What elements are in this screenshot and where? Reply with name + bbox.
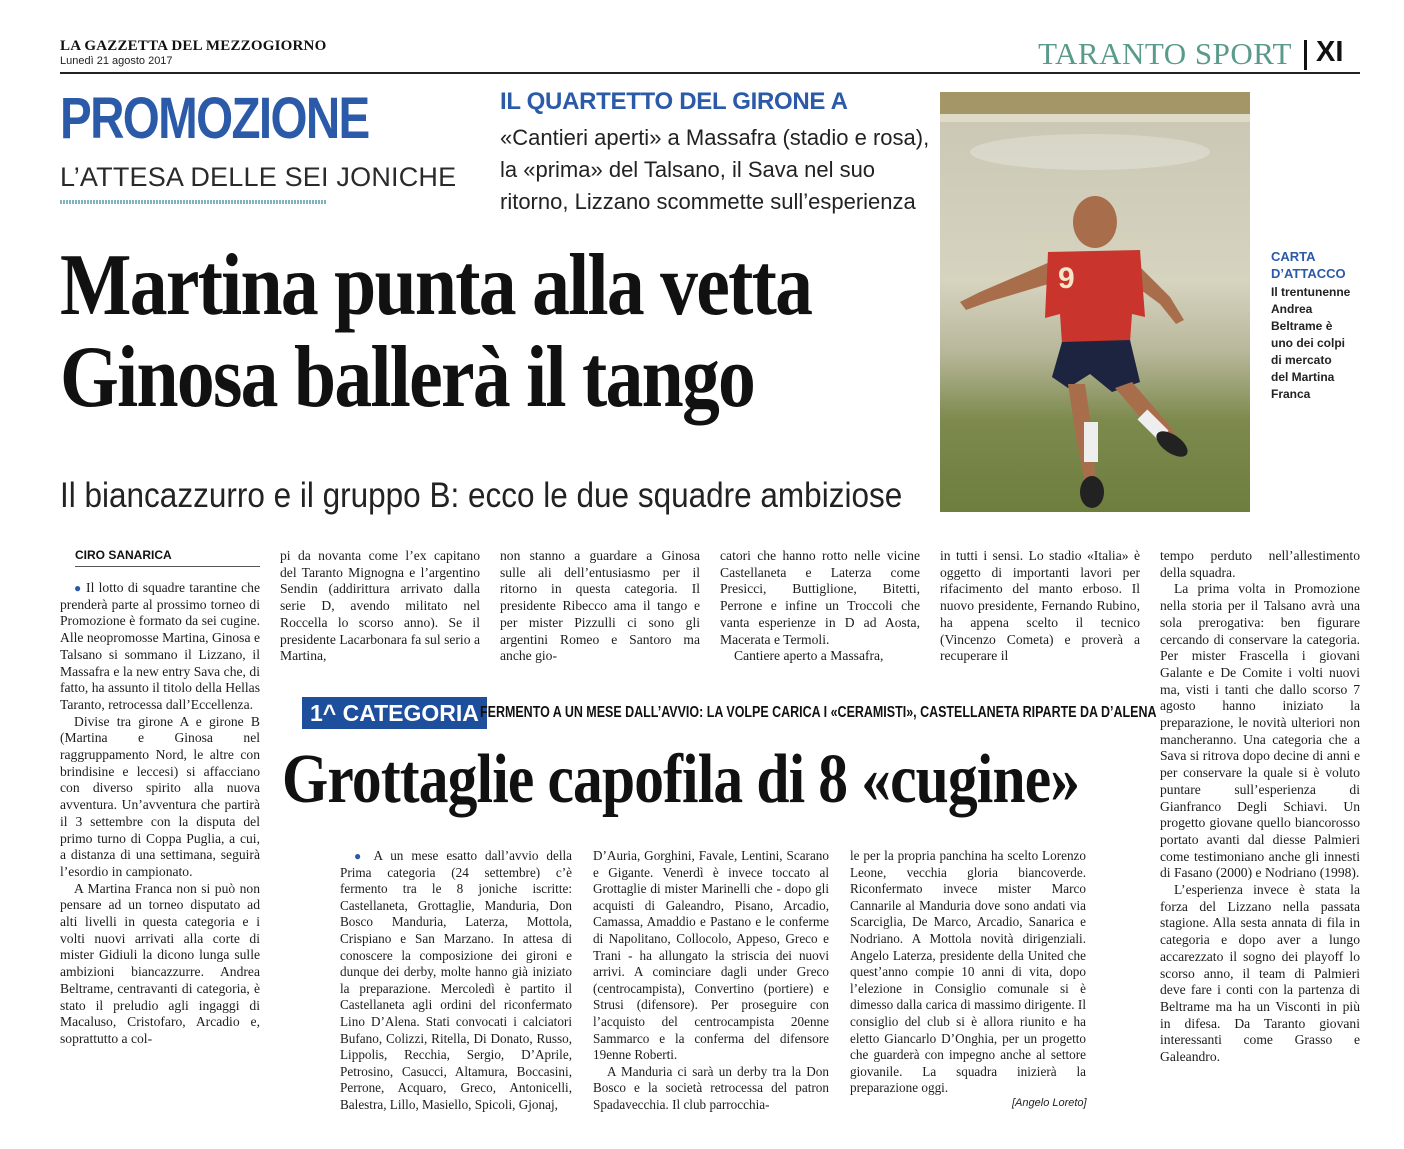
article1-column-5 xyxy=(940,548,1140,665)
paragraph: D’Auria, Gorghini, Favale, Lentini, Scarano e Gigante. Venerdì è invece toccato al Grottaglie di mister Marinelli che - dopo gli acquisti di Galeandro, Pisano, Arcadio, Camassa, Amaddio e Pastano e le conferme di Napolitano, Collocolo, Appeso, Greco e Trani - ha allungato la striscia dei nuovi arrivi. A cominciare dagli under Greco (centrocampista), Convertino (portiere) e Strusi (difensore). Per proseguire con l’acquisto del centrocampista 20enne Sammarco e la conferma del difensore 19enne Roberti. xyxy=(593,848,829,1063)
paragraph: A Martina Franca non si può non pensare ad un torneo disputato ad alti livelli in questa categoria e i volti nuovi arrivati alla corte di mister Gidiuli la dicono lunga sulle ambizioni biancazzurre. Andrea Beltrame, centravanti di categoria, è stato il preludio agli ingaggi di Macaluso, Cristofaro, Arcadio e, soprattutto a col- xyxy=(60,880,260,1046)
kicker-underline xyxy=(60,200,326,204)
photo-caption xyxy=(1271,284,1371,403)
byline: CIRO SANARICA xyxy=(75,548,172,562)
paragraph: Cantiere aperto a Massafra, xyxy=(734,648,884,664)
deck-text xyxy=(500,122,940,218)
article1-column-2 xyxy=(280,548,480,665)
bullet-icon: ● xyxy=(354,849,374,863)
article1-column-3 xyxy=(500,548,700,665)
caption-line: Franca xyxy=(1271,387,1311,401)
caption-line: Il trentunenne xyxy=(1271,285,1351,299)
masthead-rule xyxy=(60,72,1360,74)
article2-column-3 xyxy=(850,848,1086,1097)
category-subtitle: L’ATTESA DELLE SEI JONICHE xyxy=(60,162,457,192)
caption-line: uno dei colpi xyxy=(1271,336,1345,350)
caption-line: Andrea xyxy=(1271,302,1313,316)
player-photo xyxy=(940,92,1250,512)
deck-line: la «prima» del Talsano, il Sava nel suo xyxy=(500,157,876,182)
paragraph: A Manduria ci sarà un derby tra la Don Bosco e la società retrocessa del patron Spadavecchia. Il club parrocchia- xyxy=(593,1063,829,1112)
paragraph: L’esperienza invece è stata la forza del Lizzano nella passata stagione. Alla sesta annata di fila in categoria e dopo aver a lungo accarezzato il sogno dei playoff lo scorso anno, il team di Palmieri deve fare i conti con la partenza di Beltrame ma ha un Visconti in più in difesa. Da Taranto giovani interessanti come Grasso e Galeandro. xyxy=(1160,882,1360,1065)
article2-headline: Grottaglie capofila di 8 «cugine» xyxy=(282,741,1080,818)
article2-kicker: FERMENTO A UN MESE DALL’AVVIO: LA VOLPE CARICA I «CERAMISTI», CASTELLANETA RIPARTE DA D’ALENA xyxy=(480,704,1157,721)
paragraph: catori che hanno rotto nelle vicine Castellaneta e Laterza come Presicci, Buttiglione, Bitetti, Perrone e infine un Troccoli che vanta esperienze in D ad Aosta, Macerata e Termoli. xyxy=(720,548,920,647)
paragraph: Divise tra girone A e girone B (Martina e Ginosa nel raggruppamento Nord, le altre con brindisine e leccesi) si affacciano con diverso spirito alla nuova avventura. Un’avventura che partirà il 3 settembre con la disputa del primo turno di Coppa Puglia, a cui, a distanza di una settimana, seguirà l’esordio in campionato. xyxy=(60,713,260,879)
shirt-number: 9 xyxy=(1058,262,1075,295)
category-badge: 1^ CATEGORIA xyxy=(302,697,487,729)
paragraph: ● A un mese esatto dall’avvio della Prima categoria (24 settembre) c’è fermento tra le 8 joniche iscritte: Castellaneta, Grottaglie, Manduria, Don Bosco Manduria, Laterza, Mottola, Crispiano e San Marzano. In attesa di conoscere la composizione dei gironi e dunque dei derby, molte hanno già iniziato la preparazione. Mercoledì è partito il Castellaneta agli ordini del riconfermato Lino D’Alena. Stati convocati i calciatori Bufano, Colizzi, Ritella, Di Donato, Russo, Lippolis, Recchia, Sergio, D’Aprile, Petrosino, Casucci, Altamura, Boccasini, Perrone, Acquaro, Greco, Antonicelli, Balestra, Lillo, Masiello, Spicoli, Gjonaj, xyxy=(340,848,573,1112)
paragraph: le per la propria panchina ha scelto Lorenzo Leone, vecchia gloria biancoverde. Riconfermato invece mister Marco Cannarile al Manduria dove sono andati via Scarciglia, De Marco, Arcadio, Sanarica e Nodriano. A Mottola novità dirigenziali. Angelo Laterza, presidente della United che quest’anno compie 10 anni di vita, dopo l’elezione in Consiglio comunale si è dimesso dalla carica di massimo dirigente. Il consiglio del club si è allora riunito e ha eletto Giancarlo D’Onghia, per un progetto che guarderà con impegno anche al settore giovanile. La squadra inizierà la preparazione oggi. xyxy=(850,848,1086,1096)
bullet-icon: ● xyxy=(74,581,87,595)
article2-column-1 xyxy=(340,848,572,1114)
issue-date: Lunedì 21 agosto 2017 xyxy=(60,55,173,67)
paragraph: ● Il lotto di squadre tarantine che prenderà parte al prossimo torneo di Promozione è formato da sei cugine. Alle neopromosse Martina, Ginosa e Talsano si sommano il Lizzano, il Massafra e la new entry Sava che, di fatto, ha assunto il titolo della Hellas Taranto, retrocessa dall’Eccellenza. xyxy=(60,580,261,712)
section-title: TARANTO SPORT xyxy=(1038,36,1292,71)
article1-column-1 xyxy=(60,580,260,1048)
paragraph: tempo perduto nell’allestimento della squadra. xyxy=(1160,548,1360,580)
deck-title: IL QUARTETTO DEL GIRONE A xyxy=(500,88,848,115)
caption-title-line: D’ATTACCO xyxy=(1271,266,1346,281)
caption-line: di mercato xyxy=(1271,353,1332,367)
paragraph: in tutti i sensi. Lo stadio «Italia» è oggetto di importanti lavori per rifacimento del manto erboso. Il nuovo presidente, Fernando Rubino, ha appena scelto il tecnico (Vincenzo Cometa) e proverà a recuperare il xyxy=(940,548,1140,664)
category-kicker: PROMOZIONE xyxy=(60,86,369,151)
player-illustration xyxy=(940,92,1250,512)
caption-line: del Martina xyxy=(1271,370,1335,384)
article1-column-4 xyxy=(720,548,920,665)
headline-line-2: Ginosa ballerà il tango xyxy=(60,329,755,426)
page-number: XI xyxy=(1316,36,1344,68)
subheadline: Il biancazzurro e il gruppo B: ecco le due squadre ambiziose xyxy=(60,476,903,515)
caption-title-line: CARTA xyxy=(1271,249,1316,264)
deck-line: «Cantieri aperti» a Massafra (stadio e rosa), xyxy=(500,125,930,150)
masthead-divider xyxy=(1304,40,1307,70)
headline-line-1: Martina punta alla vetta xyxy=(60,237,812,334)
byline-rule xyxy=(75,566,260,567)
article2-column-2 xyxy=(593,848,829,1114)
paragraph: non stanno a guardare a Ginosa sulle ali dell’entusiasmo per il ritorno in questa categoria. Il presidente Ribecco ama il tango e per mister Pizzulli ci sono gli argentini Romeo e Santoro ma anche gio- xyxy=(500,548,700,664)
article2-signoff: [Angelo Loreto] xyxy=(1012,1097,1087,1109)
main-headline xyxy=(60,237,934,426)
paragraph: pi da novanta come l’ex capitano del Taranto Mignogna e l’argentino Sendin (addirittura arrivato dalla serie D, avendo militato nel Roccella lo scorso anno). Se il presidente Lacarbonara fa sul serio a Martina, xyxy=(280,548,480,664)
caption-line: Beltrame è xyxy=(1271,319,1333,333)
photo-caption-title xyxy=(1271,248,1346,282)
newspaper-name: LA GAZZETTA DEL MEZZOGIORNO xyxy=(60,38,327,54)
article1-column-6 xyxy=(1160,548,1360,1066)
deck-line: ritorno, Lizzano scommette sull’esperienza xyxy=(500,189,916,214)
paragraph: La prima volta in Promozione nella storia per il Talsano avrà una sola prerogativa: ben figurare cercando di conservare la categoria. Per mister Frascella i giovani Galante e De Comite i volti nuovi ma, visti i tanti che dallo scorso 7 agosto hanno iniziato la preparazione, le novità ulteriori non mancheranno. Una categoria che a Sava si ritrova dopo decine di anni e per conservare la quale si è voluto puntare sull’esperienza di Gianfranco Degli Schiavi. Un progetto giovane quello biancorosso portato avanti dal diesse Palmieri come testimoniano anche gli innesti di Fasano (2000) e Nodriano (1998). xyxy=(1160,581,1360,881)
